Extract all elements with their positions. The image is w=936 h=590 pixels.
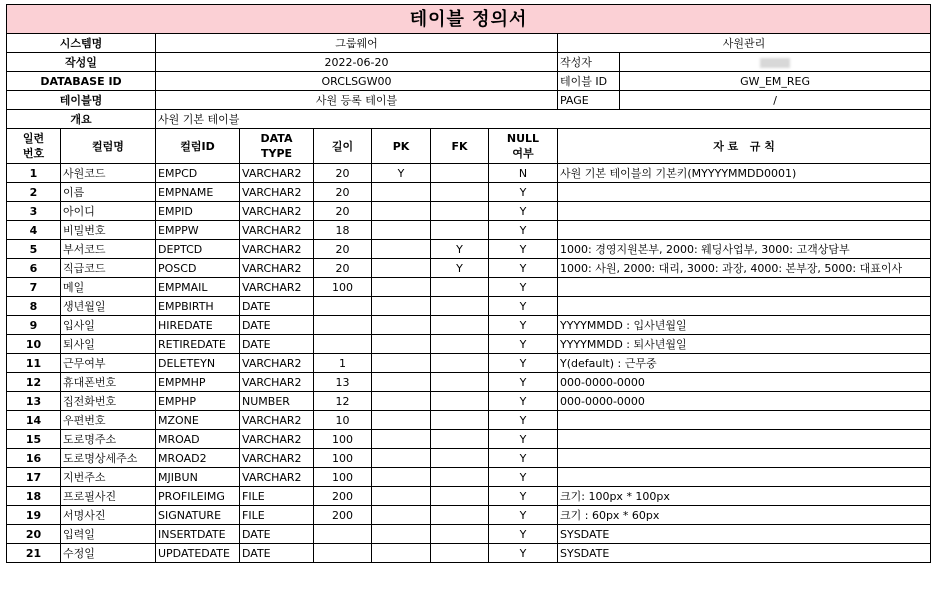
cell-data-type: VARCHAR2 — [240, 468, 314, 487]
cell-data-type: VARCHAR2 — [240, 449, 314, 468]
table-row — [7, 373, 931, 392]
cell-column-name: 지번주소 — [61, 468, 156, 487]
header-no-line2: 번호 — [22, 147, 45, 160]
cell-column-name: 사원코드 — [61, 164, 156, 183]
cell-pk — [372, 297, 431, 316]
cell-no: 14 — [7, 411, 61, 430]
cell-pk — [372, 544, 431, 563]
cell-column-name: 프로필사진 — [61, 487, 156, 506]
cell-no: 11 — [7, 354, 61, 373]
cell-no: 8 — [7, 297, 61, 316]
header-no — [7, 129, 61, 164]
cell-no: 3 — [7, 202, 61, 221]
cell-fk — [431, 354, 489, 373]
cell-column-name: 퇴사일 — [61, 335, 156, 354]
table-row — [7, 506, 931, 525]
cell-pk: Y — [372, 164, 431, 183]
cell-length: 100 — [314, 449, 372, 468]
table-row — [7, 202, 931, 221]
cell-pk — [372, 183, 431, 202]
cell-no: 4 — [7, 221, 61, 240]
cell-column-name: 서명사진 — [61, 506, 156, 525]
cell-column-name: 아이디 — [61, 202, 156, 221]
cell-no: 20 — [7, 525, 61, 544]
cell-data-type: DATE — [240, 316, 314, 335]
cell-pk — [372, 487, 431, 506]
cell-column-id: MROAD2 — [156, 449, 240, 468]
cell-rule: 000-0000-0000 — [558, 373, 931, 392]
cell-pk — [372, 221, 431, 240]
cell-rule: 1000: 사원, 2000: 대리, 3000: 과장, 4000: 본부장, 5000: 대표이사 — [558, 259, 931, 278]
cell-length: 200 — [314, 487, 372, 506]
author-label: 작성자 — [558, 53, 620, 72]
cell-column-id: EMPPW — [156, 221, 240, 240]
cell-column-name: 휴대폰번호 — [61, 373, 156, 392]
cell-length: 100 — [314, 468, 372, 487]
cell-column-id: RETIREDATE — [156, 335, 240, 354]
cell-column-name: 메일 — [61, 278, 156, 297]
cell-no: 6 — [7, 259, 61, 278]
cell-rule: 1000: 경영지원본부, 2000: 웨딩사업부, 3000: 고객상담부 — [558, 240, 931, 259]
cell-column-id: INSERTDATE — [156, 525, 240, 544]
cell-data-type: FILE — [240, 506, 314, 525]
table-row — [7, 164, 931, 183]
page-label: PAGE — [558, 91, 620, 110]
cell-length: 100 — [314, 278, 372, 297]
cell-length — [314, 544, 372, 563]
cell-fk — [431, 183, 489, 202]
table-row — [7, 544, 931, 563]
cell-null: Y — [489, 335, 558, 354]
cell-fk — [431, 373, 489, 392]
cell-column-name: 근무여부 — [61, 354, 156, 373]
table-row — [7, 259, 931, 278]
cell-rule — [558, 221, 931, 240]
table-row — [7, 335, 931, 354]
cell-length: 200 — [314, 506, 372, 525]
cell-column-id: EMPMAIL — [156, 278, 240, 297]
cell-no: 5 — [7, 240, 61, 259]
cell-pk — [372, 468, 431, 487]
cell-fk — [431, 506, 489, 525]
cell-null: Y — [489, 202, 558, 221]
header-length: 길이 — [314, 129, 372, 164]
table-row — [7, 525, 931, 544]
header-column-id: 컬럼ID — [156, 129, 240, 164]
cell-no: 17 — [7, 468, 61, 487]
header-rule: 자 료 규 칙 — [558, 129, 931, 164]
cell-length — [314, 316, 372, 335]
cell-length: 12 — [314, 392, 372, 411]
cell-no: 15 — [7, 430, 61, 449]
cell-pk — [372, 259, 431, 278]
page-value: / — [620, 91, 931, 110]
cell-pk — [372, 411, 431, 430]
cell-null: Y — [489, 354, 558, 373]
cell-null: Y — [489, 392, 558, 411]
cell-fk — [431, 468, 489, 487]
cell-data-type: VARCHAR2 — [240, 278, 314, 297]
cell-column-name: 입사일 — [61, 316, 156, 335]
header-no-line1: 일련 — [22, 132, 45, 145]
cell-null: Y — [489, 373, 558, 392]
cell-column-name: 집전화번호 — [61, 392, 156, 411]
cell-pk — [372, 278, 431, 297]
cell-pk — [372, 430, 431, 449]
cell-rule — [558, 430, 931, 449]
cell-pk — [372, 240, 431, 259]
cell-no: 18 — [7, 487, 61, 506]
cell-fk — [431, 278, 489, 297]
cell-data-type: FILE — [240, 487, 314, 506]
cell-column-id: MZONE — [156, 411, 240, 430]
table-row — [7, 297, 931, 316]
cell-data-type: VARCHAR2 — [240, 430, 314, 449]
cell-no: 2 — [7, 183, 61, 202]
cell-no: 19 — [7, 506, 61, 525]
table-row — [7, 316, 931, 335]
header-data-type — [240, 129, 314, 164]
cell-rule: 크기: 100px * 100px — [558, 487, 931, 506]
cell-column-name: 비밀번호 — [61, 221, 156, 240]
cell-rule — [558, 278, 931, 297]
cell-null: Y — [489, 468, 558, 487]
cell-length: 20 — [314, 183, 372, 202]
cell-column-id: EMPNAME — [156, 183, 240, 202]
cell-column-id: MROAD — [156, 430, 240, 449]
redaction-blur — [760, 58, 790, 68]
cell-length: 20 — [314, 164, 372, 183]
cell-rule: YYYYMMDD : 입사년월일 — [558, 316, 931, 335]
cell-null: Y — [489, 506, 558, 525]
cell-column-name: 입력일 — [61, 525, 156, 544]
table-row — [7, 449, 931, 468]
cell-fk — [431, 202, 489, 221]
cell-column-id: SIGNATURE — [156, 506, 240, 525]
cell-column-id: EMPBIRTH — [156, 297, 240, 316]
cell-no: 9 — [7, 316, 61, 335]
cell-null: Y — [489, 430, 558, 449]
cell-fk — [431, 525, 489, 544]
cell-column-id: DELETEYN — [156, 354, 240, 373]
cell-fk — [431, 164, 489, 183]
cell-pk — [372, 335, 431, 354]
cell-pk — [372, 525, 431, 544]
cell-fk — [431, 487, 489, 506]
cell-rule — [558, 183, 931, 202]
cell-rule: SYSDATE — [558, 544, 931, 563]
cell-rule: YYYYMMDD : 퇴사년월일 — [558, 335, 931, 354]
table-name-label: 테이블명 — [7, 91, 156, 110]
table-row — [7, 430, 931, 449]
cell-length: 18 — [314, 221, 372, 240]
cell-column-id: HIREDATE — [156, 316, 240, 335]
cell-fk — [431, 544, 489, 563]
cell-no: 10 — [7, 335, 61, 354]
cell-length: 100 — [314, 430, 372, 449]
cell-data-type: VARCHAR2 — [240, 202, 314, 221]
cell-column-id: EMPID — [156, 202, 240, 221]
cell-pk — [372, 354, 431, 373]
cell-length: 20 — [314, 240, 372, 259]
cell-rule — [558, 202, 931, 221]
cell-length — [314, 335, 372, 354]
cell-null: Y — [489, 278, 558, 297]
module-value: 사원관리 — [558, 34, 931, 53]
cell-data-type: VARCHAR2 — [240, 354, 314, 373]
table-row — [7, 468, 931, 487]
table-row — [7, 221, 931, 240]
cell-null: Y — [489, 240, 558, 259]
page-title: 테이블 정의서 — [7, 5, 931, 34]
header-column-name: 컬럼명 — [61, 129, 156, 164]
header-pk: PK — [372, 129, 431, 164]
cell-null: Y — [489, 487, 558, 506]
table-definition-sheet — [6, 4, 930, 563]
system-value: 그룹웨어 — [156, 34, 558, 53]
cell-data-type: DATE — [240, 525, 314, 544]
database-id-label: DATABASE ID — [7, 72, 156, 91]
cell-rule — [558, 449, 931, 468]
cell-fk — [431, 430, 489, 449]
cell-column-id: MJIBUN — [156, 468, 240, 487]
header-type-line1: DATA — [260, 132, 293, 145]
cell-column-name: 도로명상세주소 — [61, 449, 156, 468]
cell-column-id: EMPCD — [156, 164, 240, 183]
cell-fk — [431, 449, 489, 468]
header-null — [489, 129, 558, 164]
cell-length: 1 — [314, 354, 372, 373]
cell-fk — [431, 335, 489, 354]
cell-data-type: VARCHAR2 — [240, 259, 314, 278]
cell-data-type: VARCHAR2 — [240, 164, 314, 183]
table-row — [7, 392, 931, 411]
cell-column-name: 도로명주소 — [61, 430, 156, 449]
cell-column-name: 수정일 — [61, 544, 156, 563]
cell-data-type: VARCHAR2 — [240, 183, 314, 202]
cell-rule — [558, 468, 931, 487]
cell-column-id: DEPTCD — [156, 240, 240, 259]
header-null-line2: 여부 — [512, 147, 534, 160]
cell-column-id: EMPMHP — [156, 373, 240, 392]
table-id-value: GW_EM_REG — [620, 72, 931, 91]
cell-data-type: NUMBER — [240, 392, 314, 411]
cell-no: 13 — [7, 392, 61, 411]
cell-column-name: 우편번호 — [61, 411, 156, 430]
table-row — [7, 354, 931, 373]
cell-pk — [372, 449, 431, 468]
cell-pk — [372, 316, 431, 335]
cell-length: 20 — [314, 259, 372, 278]
cell-null: Y — [489, 316, 558, 335]
cell-column-name: 생년월일 — [61, 297, 156, 316]
column-header-row — [7, 129, 931, 164]
cell-fk: Y — [431, 240, 489, 259]
table-id-label: 테이블 ID — [558, 72, 620, 91]
cell-rule: 크기 : 60px * 60px — [558, 506, 931, 525]
cell-length — [314, 297, 372, 316]
cell-pk — [372, 392, 431, 411]
cell-fk: Y — [431, 259, 489, 278]
cell-rule: Y(default) : 근무중 — [558, 354, 931, 373]
cell-fk — [431, 392, 489, 411]
cell-column-id: UPDATEDATE — [156, 544, 240, 563]
system-label: 시스템명 — [7, 34, 156, 53]
cell-fk — [431, 297, 489, 316]
table-row — [7, 411, 931, 430]
definition-table — [6, 4, 931, 563]
cell-null: Y — [489, 449, 558, 468]
cell-pk — [372, 373, 431, 392]
cell-fk — [431, 411, 489, 430]
cell-data-type: DATE — [240, 544, 314, 563]
cell-data-type: DATE — [240, 297, 314, 316]
cell-column-id: POSCD — [156, 259, 240, 278]
written-date-value: 2022-06-20 — [156, 53, 558, 72]
cell-no: 16 — [7, 449, 61, 468]
cell-fk — [431, 316, 489, 335]
cell-null: Y — [489, 183, 558, 202]
cell-null: Y — [489, 221, 558, 240]
cell-rule: SYSDATE — [558, 525, 931, 544]
cell-column-name: 이름 — [61, 183, 156, 202]
header-null-line1: NULL — [506, 132, 540, 145]
written-date-label: 작성일 — [7, 53, 156, 72]
author-value-redacted — [620, 53, 931, 72]
header-fk: FK — [431, 129, 489, 164]
cell-length: 13 — [314, 373, 372, 392]
cell-length: 10 — [314, 411, 372, 430]
table-row — [7, 183, 931, 202]
cell-no: 7 — [7, 278, 61, 297]
table-row — [7, 487, 931, 506]
cell-null: N — [489, 164, 558, 183]
cell-data-type: VARCHAR2 — [240, 411, 314, 430]
cell-no: 21 — [7, 544, 61, 563]
cell-null: Y — [489, 411, 558, 430]
header-type-line2: TYPE — [260, 147, 293, 160]
table-name-value: 사원 등록 테이블 — [156, 91, 558, 110]
cell-pk — [372, 506, 431, 525]
cell-data-type: VARCHAR2 — [240, 240, 314, 259]
cell-null: Y — [489, 259, 558, 278]
cell-null: Y — [489, 525, 558, 544]
cell-data-type: VARCHAR2 — [240, 373, 314, 392]
cell-data-type: VARCHAR2 — [240, 221, 314, 240]
cell-no: 12 — [7, 373, 61, 392]
cell-rule — [558, 411, 931, 430]
cell-column-id: PROFILEIMG — [156, 487, 240, 506]
cell-fk — [431, 221, 489, 240]
cell-column-name: 부서코드 — [61, 240, 156, 259]
cell-length: 20 — [314, 202, 372, 221]
cell-length — [314, 525, 372, 544]
cell-no: 1 — [7, 164, 61, 183]
cell-data-type: DATE — [240, 335, 314, 354]
cell-pk — [372, 202, 431, 221]
cell-rule: 사원 기본 테이블의 기본키(MYYYYMMDD0001) — [558, 164, 931, 183]
cell-rule — [558, 297, 931, 316]
cell-rule: 000-0000-0000 — [558, 392, 931, 411]
table-row — [7, 278, 931, 297]
overview-value: 사원 기본 테이블 — [156, 110, 931, 129]
overview-label: 개요 — [7, 110, 156, 129]
cell-column-name: 직급코드 — [61, 259, 156, 278]
table-row — [7, 240, 931, 259]
cell-column-id: EMPHP — [156, 392, 240, 411]
cell-null: Y — [489, 297, 558, 316]
database-id-value: ORCLSGW00 — [156, 72, 558, 91]
cell-null: Y — [489, 544, 558, 563]
